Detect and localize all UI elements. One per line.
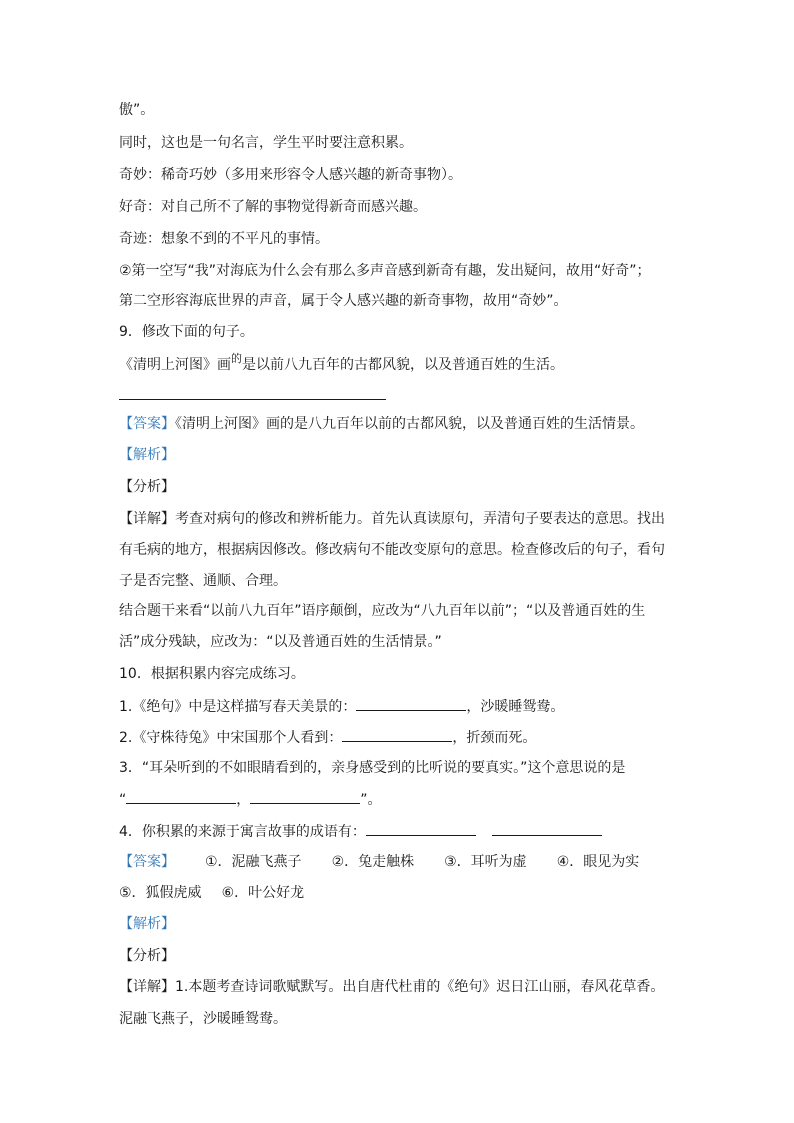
detail-text: 1.本题考查诗词歌赋默写。出自唐代杜甫的《绝句》迟日江山丽，春风花草香。	[175, 979, 665, 995]
question-9-sentence	[119, 352, 564, 376]
question-10-answer	[119, 852, 639, 872]
fill-blank[interactable]	[126, 789, 236, 804]
item-text: ，折颈而死。	[452, 730, 537, 746]
question-10-item-3-blanks	[119, 789, 382, 810]
text-line: ②第一空写“我”对海底为什么会有那么多声音感到新奇有趣，发出疑问，故用“好奇”；	[119, 263, 651, 279]
text-line: 同时，这也是一句名言，学生平时要注意积累。	[119, 135, 413, 151]
sentence-superscript: 的	[231, 352, 242, 365]
answer-tag: 【答案】	[119, 416, 175, 432]
answer-blank-line	[119, 399, 386, 400]
fill-blank[interactable]	[356, 696, 466, 711]
comma: ，	[236, 792, 251, 808]
answer-text: 《清明上河图》画的是八九百年以前的古都风貌，以及普通百姓的生活情景。	[175, 416, 644, 432]
item-text: ，沙暖睡鸳鸯。	[466, 699, 565, 715]
detail-line	[119, 509, 665, 529]
text-line: 奇妙：稀奇巧妙（多用来形容令人感兴趣的新奇事物）。	[119, 167, 462, 183]
fill-blank[interactable]	[342, 727, 452, 742]
analysis-tag: 【解析】	[119, 916, 175, 932]
text-line: 奇迹：想象不到的不平凡的事情。	[119, 231, 329, 247]
fenxi-tag: 【分析】	[119, 948, 175, 964]
question-10-item-3: 3．“耳朵听到的不如眼睛看到的，亲身感受到的比听说的要真实。”这个意思说的是	[119, 760, 626, 776]
detail-line: 泥融飞燕子，沙暖睡鸳鸯。	[119, 1011, 287, 1027]
detail-line: 活”成分残缺，应改为：“以及普通百姓的生活情景。”	[119, 634, 442, 650]
question-10-item-1	[119, 696, 564, 717]
answer-item: ⑥．叶公好龙	[221, 885, 305, 901]
detail-line: 有毛病的地方，根据病因修改。修改病句不能改变原句的意思。检查修改后的句子，看句	[119, 542, 665, 558]
quote-open: “	[119, 792, 127, 808]
answer-item: ③．耳听为虚	[444, 854, 527, 870]
answer-tag: 【答案】	[119, 854, 175, 870]
detail-line: 结合题干来看“以前八九百年”语序颠倒，应改为“八九百年以前”；“以及普通百姓的生	[119, 603, 646, 619]
answer-item: ④．眼见为实	[556, 854, 640, 870]
fill-blank[interactable]	[492, 821, 602, 836]
sentence-part: 是以前八九百年的古都风貌，以及普通百姓的生活。	[242, 357, 564, 373]
question-9-title: 9．修改下面的句子。	[119, 324, 254, 340]
fill-blank[interactable]	[366, 821, 476, 836]
detail-tag: 【详解】	[119, 979, 175, 995]
item-text: 4．你积累的来源于寓言故事的成语有：	[119, 824, 366, 840]
text-line: 好奇：对自己所不了解的事物觉得新奇而感兴趣。	[119, 199, 427, 215]
item-text: 2.《守株待兔》中宋国那个人看到：	[119, 730, 343, 746]
item-text: 1.《绝句》中是这样描写春天美景的：	[119, 699, 357, 715]
answer-item: ⑤．狐假虎威	[119, 885, 202, 901]
question-9-answer	[119, 414, 644, 434]
quote-close: ”。	[360, 792, 382, 808]
answer-item: ②．兔走触株	[331, 854, 415, 870]
sentence-part: 《清明上河图》画	[119, 357, 231, 373]
detail-line	[119, 977, 664, 997]
detail-text: 考查对病句的修改和辨析能力。首先认真读原句，弄清句子要表达的意思。找出	[175, 511, 665, 527]
detail-line: 子是否完整、通顺、合理。	[119, 573, 287, 589]
detail-tag: 【详解】	[119, 511, 175, 527]
question-10-answer-cont	[119, 883, 304, 903]
question-10-title: 10．根据积累内容完成练习。	[119, 666, 305, 682]
answer-item: ①．泥融飞燕子	[205, 854, 302, 870]
question-10-item-4	[119, 821, 602, 842]
text-line: 第二空形容海底世界的声音，属于令人感兴趣的新奇事物，故用“奇妙”。	[119, 293, 568, 309]
fill-blank[interactable]	[250, 789, 360, 804]
analysis-tag: 【解析】	[119, 447, 175, 463]
text-line: 傲”。	[119, 102, 155, 118]
fenxi-tag: 【分析】	[119, 479, 175, 495]
question-10-item-2	[119, 727, 536, 748]
